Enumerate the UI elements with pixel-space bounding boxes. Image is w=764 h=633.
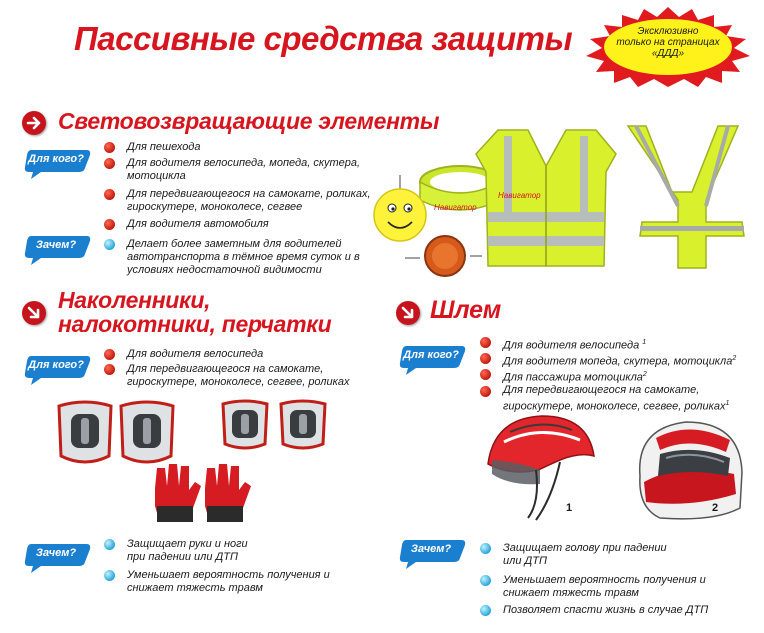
footnote-mark: 1: [725, 400, 730, 407]
exclusive-badge: [584, 6, 752, 88]
image-label-2: 2: [712, 502, 719, 514]
list-item-text: Для передвигающегося на самокате, гироскутере, моноколесе, сегвее, роликах: [503, 384, 726, 413]
bullet-icon: [480, 369, 491, 380]
bullet-icon: [104, 158, 115, 169]
badge-line-2: только на страницах: [616, 37, 720, 48]
svg-text:Навигатор: Навигатор: [434, 203, 477, 212]
image-label-1: 1: [566, 502, 573, 514]
who-label: Для кого?: [28, 153, 84, 165]
bullet-icon: [104, 239, 115, 250]
list-item: Делает более заметным для водителей автотранспорта в тёмное время суток и в условиях недостаточной видимости: [127, 238, 360, 276]
why-label: Зачем?: [35, 547, 77, 559]
list-item: Защищает руки и ноги при падении или ДТП: [127, 538, 248, 563]
list-item: [503, 336, 758, 353]
speech-bubble-icon: [396, 342, 468, 376]
svg-text:Навигатор: Навигатор: [498, 191, 541, 200]
list-item: Для водителя велосипеда: [127, 348, 264, 360]
bullet-icon: [480, 337, 491, 348]
list-item: Уменьшает вероятность получения и снижает тяжесть травм: [127, 569, 330, 594]
bullet-icon: [104, 142, 115, 153]
list-item-text: Для водителя велосипеда: [503, 339, 640, 352]
bullet-icon: [104, 539, 115, 550]
bullet-icon: [480, 386, 491, 397]
who-label: Для кого?: [28, 359, 84, 371]
list-item-text: Для водителя мопеда, скутера, мотоцикла: [503, 355, 733, 368]
list-item: Защищает голову при падении или ДТП: [503, 542, 667, 567]
list-item: Для водителя автомобиля: [127, 218, 269, 230]
badge-line-3: «ДДД»: [651, 48, 685, 59]
list-item: Для пешехода: [127, 141, 201, 153]
list-item-text: Для пассажира мотоцикла: [503, 371, 643, 384]
bullet-icon: [104, 349, 115, 360]
speech-bubble-icon: [21, 146, 93, 180]
list-item: Для водителя велосипеда, мопеда, скутера, мотоцикла: [127, 157, 361, 182]
pads-section-title: [58, 288, 331, 336]
footnote-mark: 2: [732, 355, 737, 362]
list-item: Для передвигающегося на самокате, роликах, гироскутере, моноколесе, сегвее: [127, 188, 371, 213]
speech-bubble-icon: [396, 536, 468, 570]
arrow-circle-icon: [22, 111, 46, 135]
bullet-icon: [480, 353, 491, 364]
arrow-circle-icon: [396, 301, 420, 325]
who-label: Для кого?: [403, 349, 459, 361]
speech-bubble-icon: [21, 540, 93, 574]
pads-title-line-2: налокотники, перчатки: [58, 311, 332, 337]
footnote-mark: 1: [642, 339, 647, 346]
page-title: Пассивные средства защиты: [74, 20, 573, 57]
list-item: [503, 352, 758, 369]
list-item: Уменьшает вероятность получения и снижает тяжесть травм: [503, 574, 706, 599]
reflective-section-title: Световозвращающие элементы: [58, 108, 440, 134]
bullet-icon: [480, 575, 491, 586]
list-item: [503, 368, 758, 385]
bullet-icon: [104, 364, 115, 375]
list-item: [503, 384, 733, 414]
bullet-icon: [480, 543, 491, 554]
bullet-icon: [104, 219, 115, 230]
helmet-section-title: Шлем: [430, 296, 501, 324]
bullet-icon: [104, 189, 115, 200]
why-label: Зачем?: [410, 543, 452, 555]
list-item: Позволяет спасти жизнь в случае ДТП: [503, 604, 709, 616]
badge-line-1: Эксклюзивно: [637, 26, 699, 37]
helmets-image: [480, 412, 750, 530]
reflective-items-image: [360, 120, 760, 280]
speech-bubble-icon: [21, 232, 93, 266]
pads-title-line-1: Наколенники,: [58, 287, 211, 313]
bullet-icon: [104, 570, 115, 581]
pads-gloves-image: [55, 398, 345, 530]
list-item: Для передвигающегося на самокате, гироскутере, моноколесе, сегвее, роликах: [127, 363, 350, 388]
arrow-circle-icon: [22, 301, 46, 325]
speech-bubble-icon: [21, 352, 93, 386]
why-label: Зачем?: [35, 239, 77, 251]
bullet-icon: [480, 605, 491, 616]
footnote-mark: 2: [642, 371, 647, 378]
